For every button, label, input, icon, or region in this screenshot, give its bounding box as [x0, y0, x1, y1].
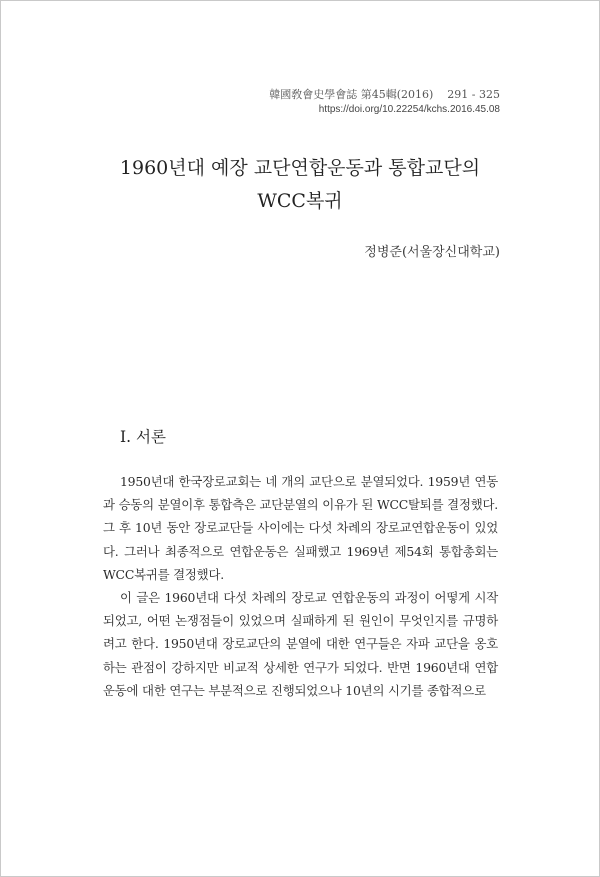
- author-affiliation: 정병준(서울장신대학교): [364, 245, 500, 260]
- running-header: [269, 87, 500, 117]
- doi-link[interactable]: https://doi.org/10.22254/kchs.2016.45.08: [318, 104, 500, 115]
- body-text: [103, 470, 498, 702]
- paragraph-1: 1950년대 한국장로교회는 네 개의 교단으로 분열되었다. 1959년 연동과 승동의 분열이후 통합측은 교단분열의 이유가 된 WCC탈퇴를 결정했다. 그 후 10년 동안 장로교단들 사이에는 다섯 차례의 장로교연합운동이 있었다. 그러나 최종적으로 연합운동은 실패했고 1969년 제54회 통합총회는 WCC복귀를 결정했다.: [103, 474, 498, 582]
- title-line-2: WCC복귀: [257, 190, 343, 212]
- journal-name: 韓國敎會史學會誌 第45輯(2016): [269, 88, 434, 101]
- title-line-1: 1960년대 예장 교단연합운동과 통합교단의: [119, 157, 481, 179]
- journal-citation: [269, 87, 500, 102]
- paragraph-2: 이 글은 1960년대 다섯 차례의 장로교 연합운동의 과정이 어떻게 시작되었고, 어떤 논쟁점들이 있었으며 실패하게 된 원인이 무엇인지를 규명하려고 한다. 1950년대 장로교단의 분열에 대한 연구들은 자파 교단을 옹호하는 관점이 강하지만 비교적 상세한 연구가 되었다. 반면 1960년대 연합운동에 대한 연구는 부분적으로 진행되었으나 10년의 시기를 종합적으로: [103, 590, 498, 698]
- article-title: [0, 152, 600, 218]
- section-heading: I. 서론: [120, 428, 166, 446]
- page-range: 291 - 325: [447, 88, 500, 101]
